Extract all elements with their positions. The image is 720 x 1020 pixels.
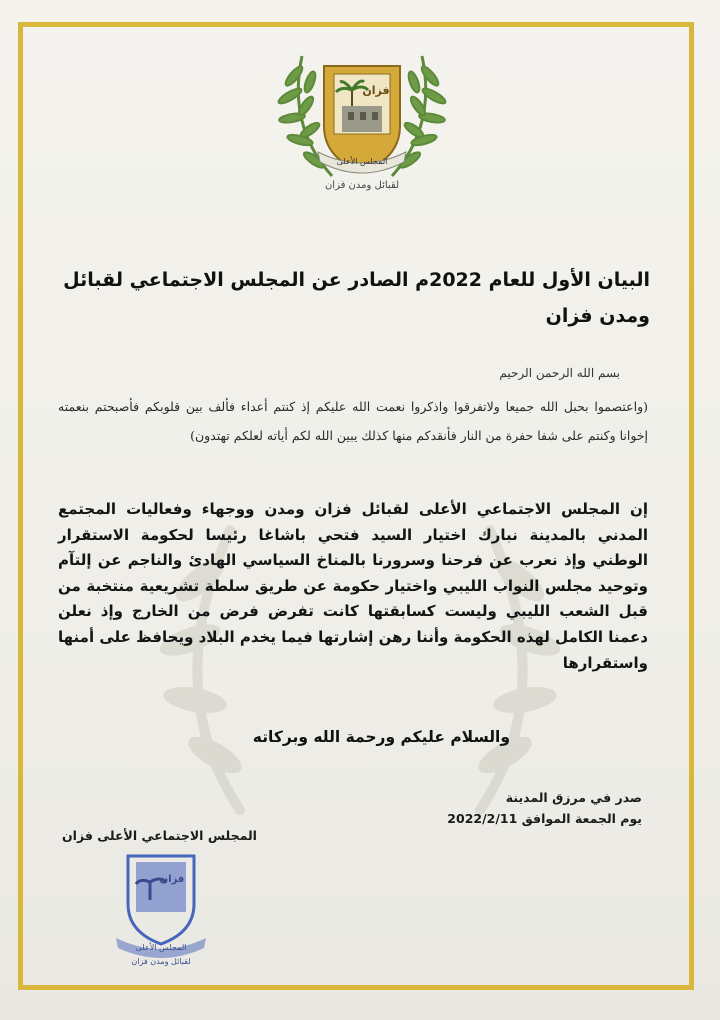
issue-place: صدر في مرزق المدينة [505,790,642,805]
shield-label: فزان [362,84,390,97]
issue-date: يوم الجمعة الموافق 2022/2/11 [447,811,642,826]
stamp-ribbon-label: المجلس الأعلى [135,943,187,952]
stamp-shield-label: فزان [159,874,185,885]
statement-body: إن المجلس الاجتماعي الأعلى لقبائل فزان ومدن ووجهاء وفعاليات المجتمع المدني بالمدينة نبارك اختيار السيد فتحي باشاغا رئيسا لحكومة الاستقرار الوطني وإذ نعرب عن فرحنا وسرورنا بالمناخ السياسي الهادئ والناجم عن إلتآم وتوحيد مجلس النواب الليبي واختيار حكومة عن طريق سلطة تشريعية منتخبة من قبل الشعب الليبي وليست كسابقتها كانت تفرض فرض من الخارج وإذ نعلن دعمنا الكامل لهذه الحكومة وأننا رهن إشارتها فيما يخدم البلاد ويحافظ على أمنها واستقرارها [58,500,648,672]
quran-verse: (واعتصموا بحبل الله جميعا ولاتفرقوا واذكروا نعمت الله عليكم إذ كنتم أعداء فألف بين قلوبكم فأصبحتم بنعمته إخوانا وكنتم على شفا حفرة من النار فأنقدكم منها كذلك يبين الله لكم أياته لعلكم تهتدون) [58,399,648,443]
emblem-caption: لقبائل ومدن فزان [324,180,400,191]
statement-title: البيان الأول للعام 2022م الصادر عن المجلس الاجتماعي لقبائل ومدن فزان [63,269,650,327]
council-emblem-logo [272,46,452,196]
ribbon-label: المجلس الأعلى [336,157,388,166]
closing-greeting: والسلام عليكم ورحمة الله وبركاته [252,728,510,746]
stamp-caption: لقبائل ومدن فزان [131,957,191,966]
issue-info [382,787,642,829]
basmala: بسم الله الرحمن الرحيم [499,366,620,380]
signatory: المجلس الاجتماعي الأعلى فزان [62,828,257,843]
blue-seal-stamp [106,848,216,968]
